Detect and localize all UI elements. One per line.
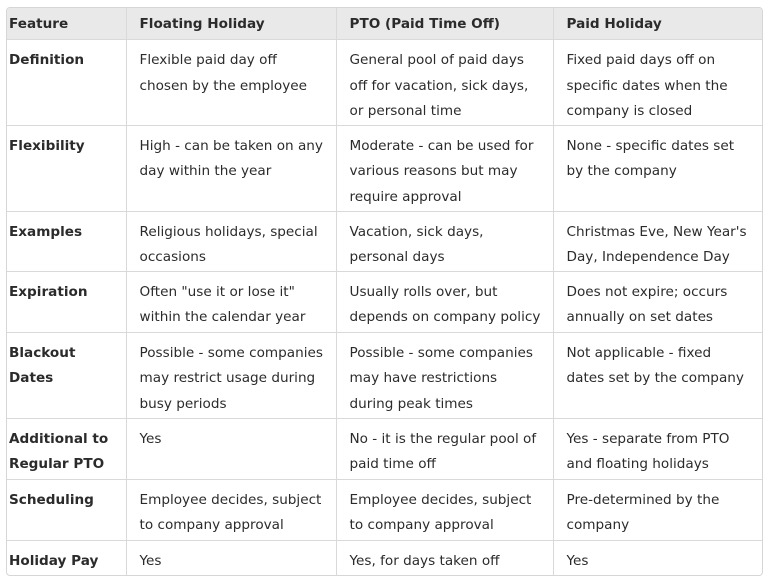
table-cell: General pool of paid days off for vacation, sick days, or personal time bbox=[336, 40, 553, 126]
feature-cell: Additional to Regular PTO bbox=[7, 418, 126, 479]
table-cell: Christmas Eve, New Year's Day, Independence Day bbox=[553, 211, 762, 271]
feature-cell: Blackout Dates bbox=[7, 332, 126, 418]
feature-cell: Examples bbox=[7, 211, 126, 271]
table-cell: No - it is the regular pool of paid time off bbox=[336, 418, 553, 479]
table-cell: Possible - some companies may have restrictions during peak times bbox=[336, 332, 553, 418]
table-cell: Not applicable - fixed dates set by the company bbox=[553, 332, 762, 418]
header-paid-holiday: Paid Holiday bbox=[553, 8, 762, 40]
feature-cell: Expiration bbox=[7, 271, 126, 332]
table-row bbox=[7, 271, 762, 332]
table-cell: Employee decides, subject to company approval bbox=[336, 479, 553, 540]
table-cell: Often "use it or lose it" within the calendar year bbox=[126, 271, 336, 332]
table-row bbox=[7, 332, 762, 418]
table-cell: Moderate - can be used for various reasons but may require approval bbox=[336, 125, 553, 211]
table-cell: Usually rolls over, but depends on company policy bbox=[336, 271, 553, 332]
table-row bbox=[7, 40, 762, 126]
feature-cell: Holiday Pay bbox=[7, 540, 126, 575]
comparison-table bbox=[7, 8, 762, 575]
table-row bbox=[7, 418, 762, 479]
feature-cell: Scheduling bbox=[7, 479, 126, 540]
comparison-table-container bbox=[6, 7, 763, 576]
table-cell: High - can be taken on any day within the year bbox=[126, 125, 336, 211]
table-cell: None - specific dates set by the company bbox=[553, 125, 762, 211]
header-feature: Feature bbox=[7, 8, 126, 40]
table-header-row bbox=[7, 8, 762, 40]
header-floating-holiday: Floating Holiday bbox=[126, 8, 336, 40]
table-cell: Religious holidays, special occasions bbox=[126, 211, 336, 271]
table-cell: Yes bbox=[126, 540, 336, 575]
table-cell: Yes - separate from PTO and floating holidays bbox=[553, 418, 762, 479]
header-pto: PTO (Paid Time Off) bbox=[336, 8, 553, 40]
table-cell: Pre-determined by the company bbox=[553, 479, 762, 540]
table-cell: Yes bbox=[566, 552, 589, 569]
feature-cell: Flexibility bbox=[7, 125, 126, 211]
table-cell: Yes, for days taken off bbox=[336, 540, 553, 575]
table-cell: Vacation, sick days, personal days bbox=[336, 211, 553, 271]
table-cell: Fixed paid days off on specific dates when the company is closed bbox=[553, 40, 762, 126]
table-cell: Yes bbox=[126, 418, 336, 479]
feature-cell: Definition bbox=[7, 40, 126, 126]
table-cell: Possible - some companies may restrict usage during busy periods bbox=[126, 332, 336, 418]
table-row bbox=[7, 479, 762, 540]
table-cell: Does not expire; occurs annually on set dates bbox=[553, 271, 762, 332]
table-cell: Employee decides, subject to company approval bbox=[126, 479, 336, 540]
table-row bbox=[7, 540, 762, 575]
table-row bbox=[7, 125, 762, 211]
table-cell: Flexible paid day off chosen by the employee bbox=[126, 40, 336, 126]
table-row bbox=[7, 211, 762, 271]
